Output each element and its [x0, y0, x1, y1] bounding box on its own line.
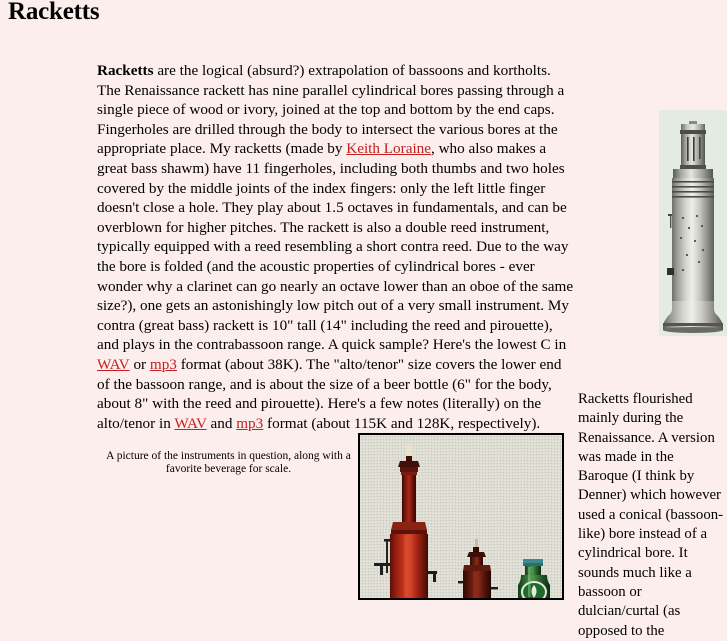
- main-text-part-2: , who also makes a great bass shawm) have 11 fingerholes, including both thumbs and two holes covered by the middle joints of the index fingers: only the left little finger doesn't close a hole. They play about 1.5 octaves in fundamentals, and can be overblown for higher pitches. The rackett is also a double reed instrument, typically equipped with a reed resembling a short contra reed. Due to the way the bore is folded (and the acoustic properties of cylindrical bores - ever wonder why a clarinet can go nearly an octave lower than an oboe of the same size?), one gets an astonishingly low pitch out of a very small instrument. My contra (great bass) rackett is 10" tall (14" including the reed and pirouette), and plays in the contrabassoon range. A quick sample? Here's the lowest C in: [97, 140, 574, 354]
- main-text-part-4: format (about 38K). The "alto/tenor" size covers the lower end of the bassoon range, and is about the size of a beer bottle (6" for the body, about 8" with the reed and pirouette). Here's a few notes (literally) on the alto/tenor in: [97, 355, 562, 432]
- main-text-part-5: and: [206, 414, 237, 432]
- link-keith-loraine[interactable]: Keith Loraine: [346, 140, 431, 158]
- main-article-text: [97, 61, 574, 433]
- right-column-text: [578, 390, 724, 641]
- main-paragraph: [97, 61, 574, 433]
- photo-caption: A picture of the instruments in question, along with a favorite beverage for scale.: [106, 450, 351, 475]
- link-contra-wav[interactable]: WAV: [97, 355, 130, 373]
- link-alto-tenor-wav[interactable]: WAV: [174, 414, 207, 432]
- racketts-with-beer-bottle-photo: [358, 433, 564, 600]
- page-title: Racketts: [8, 0, 100, 25]
- main-text-part-6: format (about 115K and 128K, respectively).: [263, 414, 541, 432]
- link-contra-mp3[interactable]: mp3: [149, 355, 177, 373]
- contra-rackett-photo: [659, 110, 727, 336]
- link-alto-tenor-mp3[interactable]: mp3: [236, 414, 264, 432]
- lead-word: Racketts: [97, 62, 154, 79]
- main-text-part-3: or: [129, 355, 150, 373]
- main-text-part-1: are the logical (absurd?) extrapolation of bassoons and kortholts. The Renaissance rackett has nine parallel cylindrical bores passing through a single piece of wood or ivory, joined at the top and bottom by the end caps. Fingerholes are drilled through the body to intersect the various bores at the appropriate place. My racketts (made by: [97, 62, 565, 158]
- right-paragraph: Racketts flourished mainly during the Renaissance. A version was made in the Baroque (I think by Denner) which however used a conical (bassoon-like) bore instead of a cylindrical bore. It sounds much like a bassoon or dulcian/curtal (as opposed to the: [578, 391, 724, 639]
